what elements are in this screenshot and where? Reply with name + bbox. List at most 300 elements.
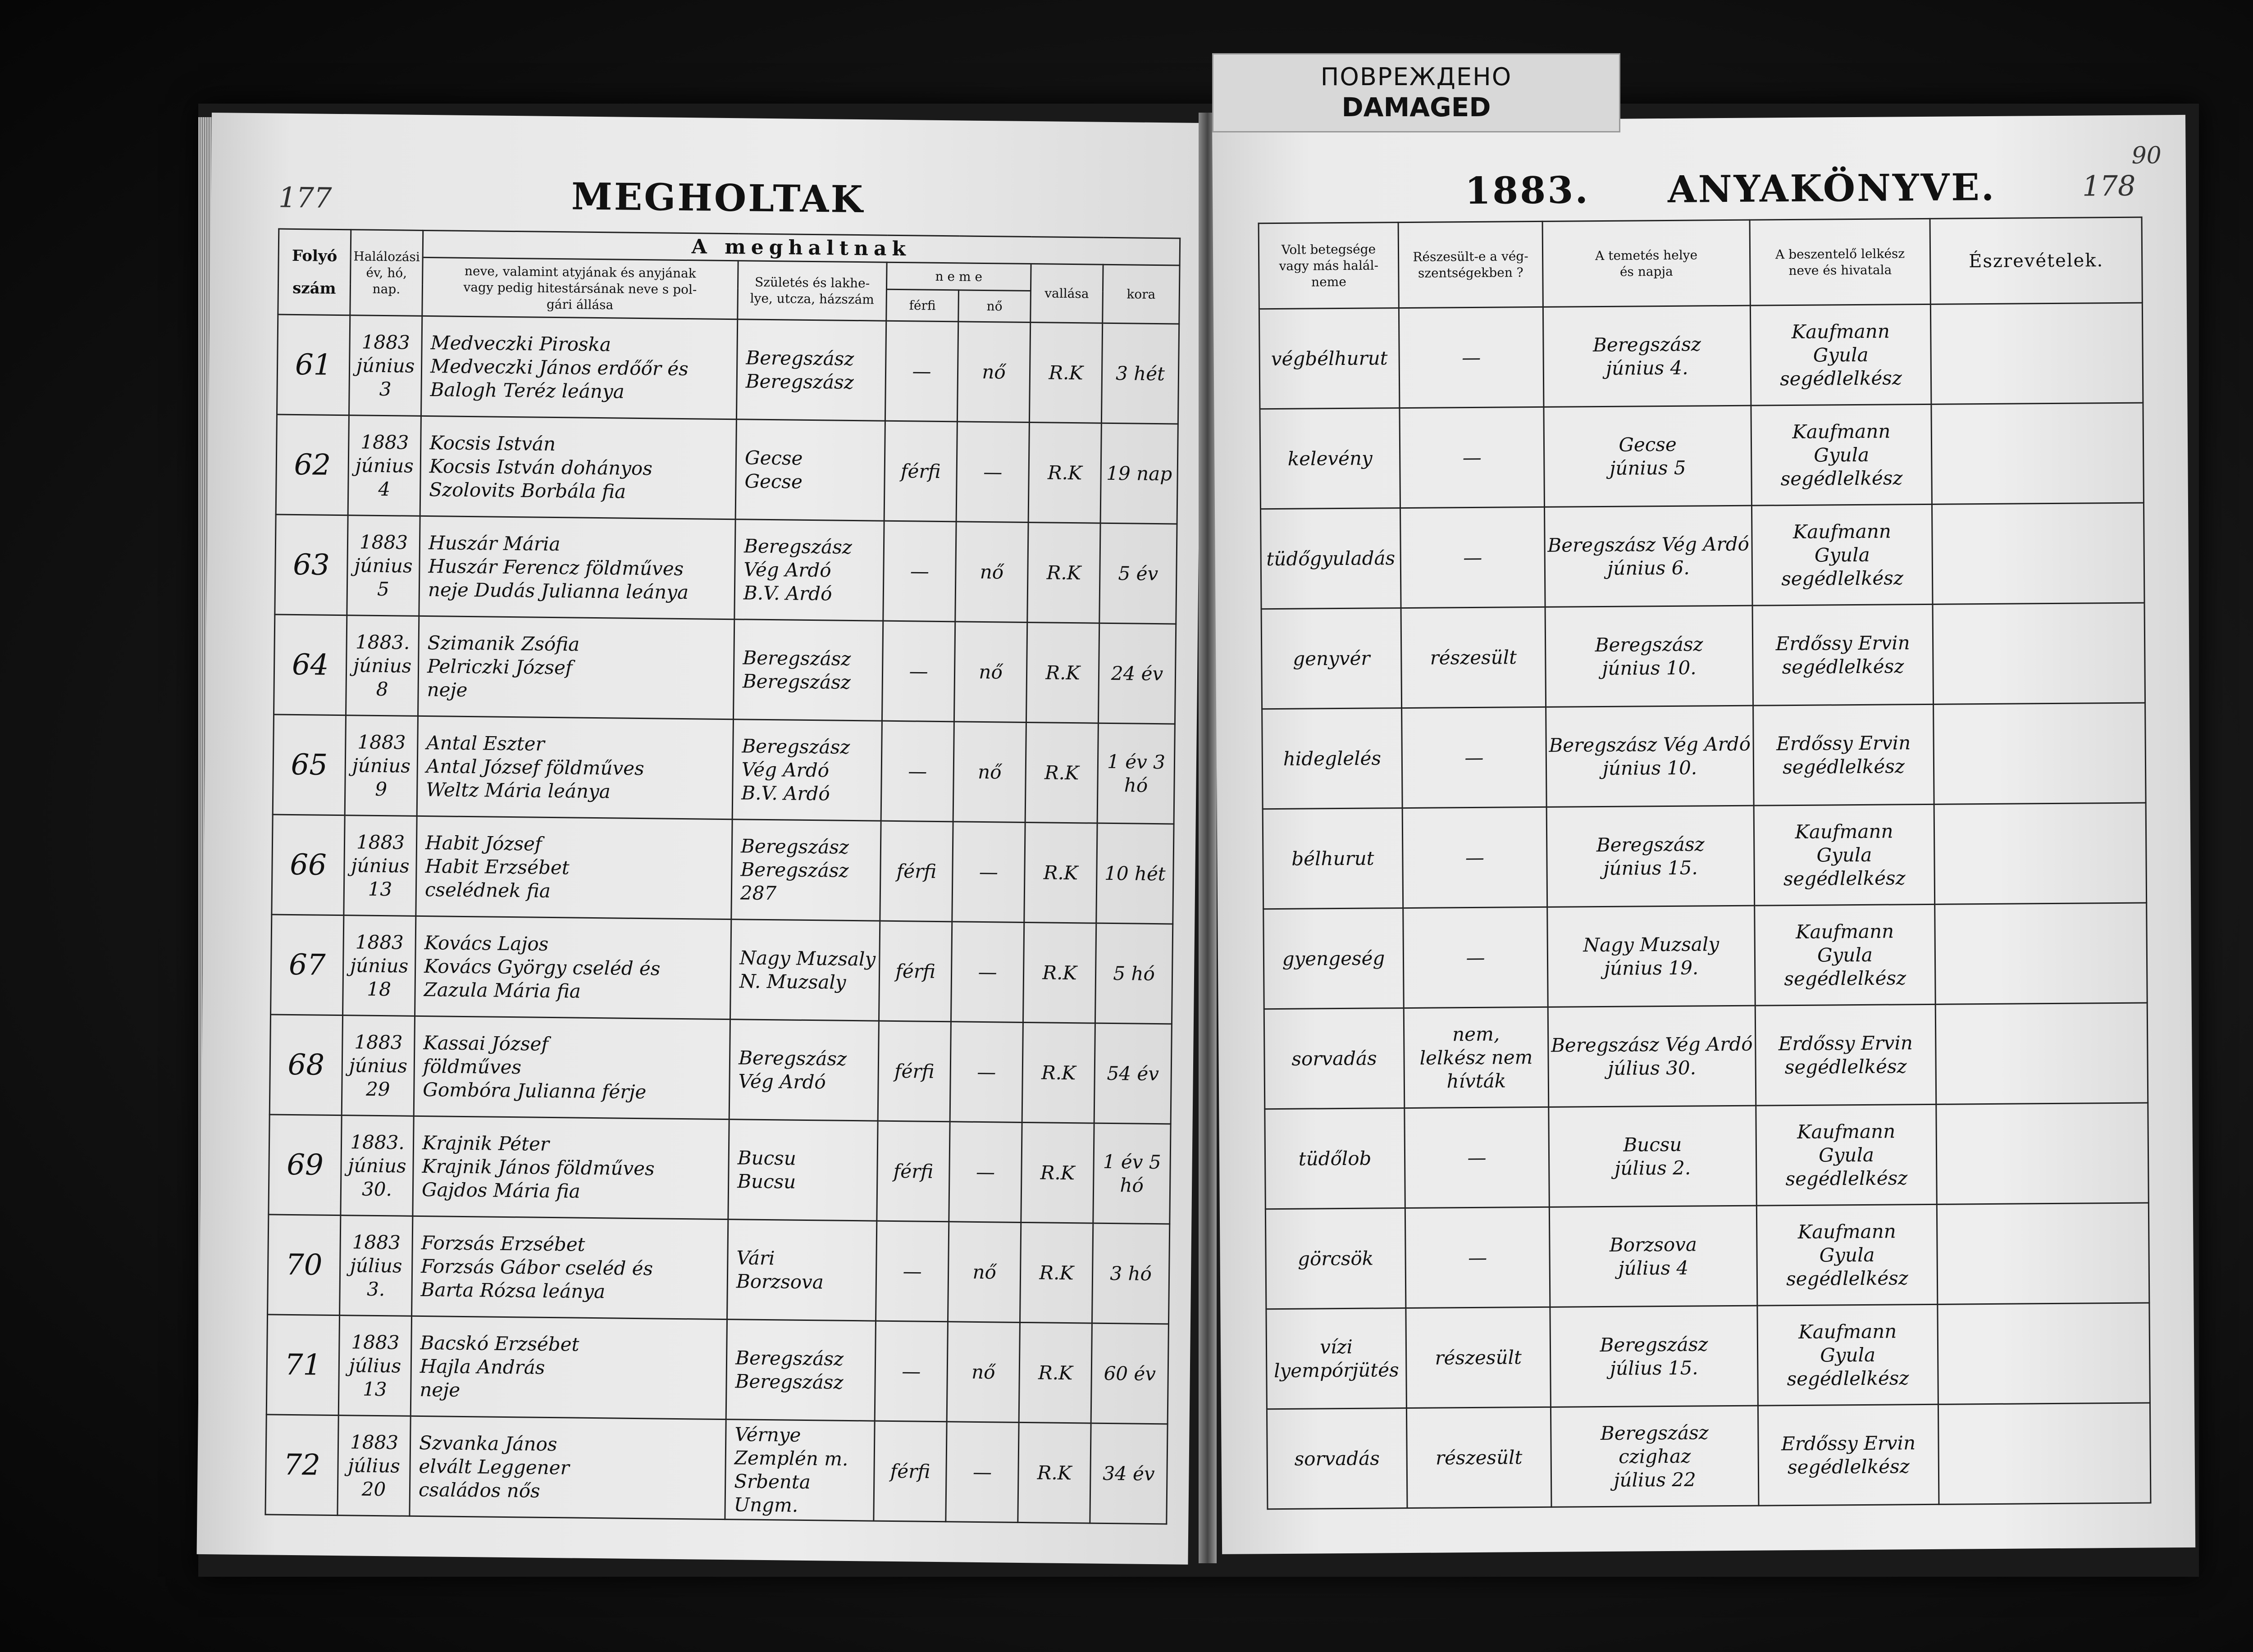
- burial-place-date-line: Beregszász Vég Ardó: [1547, 532, 1749, 556]
- deceased-name: [416, 816, 732, 919]
- right-page-number-alt: 90: [2131, 142, 2162, 169]
- birth-residence-line: Beregszász 287: [740, 858, 849, 904]
- birth-residence-line: Beregszász: [735, 1370, 844, 1393]
- sex-female: —: [956, 422, 1029, 523]
- header-eszrevetelek: Észrevételek.: [1930, 217, 2142, 304]
- death-date: [341, 1115, 414, 1216]
- birth-residence-line: N. Muzsaly: [739, 969, 846, 993]
- burial-place-date-line: június 4.: [1605, 356, 1688, 379]
- death-date-line: június: [353, 654, 412, 677]
- sex-male: —: [876, 1221, 949, 1322]
- remarks: [1938, 1403, 2151, 1504]
- burial-place-date-line: június 6.: [1607, 556, 1690, 579]
- burial-place-date-line: Gecse: [1619, 433, 1677, 456]
- table-row: [273, 715, 1175, 824]
- death-date: [340, 1215, 413, 1316]
- officiating-priest: [1754, 804, 1935, 906]
- header-group: A meghaltnak: [423, 230, 1180, 265]
- sex-female: —: [951, 922, 1024, 1023]
- officiating-priest-line: Kaufmann: [1792, 520, 1892, 543]
- remarks: [1938, 1303, 2150, 1404]
- entry-number: 64: [274, 614, 347, 715]
- header-vallasa: vallása: [1031, 264, 1103, 323]
- death-date: [342, 1015, 415, 1116]
- table-row: [268, 1215, 1170, 1324]
- deceased-name: [410, 1316, 727, 1419]
- birth-residence: [729, 1019, 879, 1121]
- death-date-line: 5: [377, 578, 390, 600]
- officiating-priest-line: Gyula: [1817, 943, 1873, 966]
- cause-of-death-line: hideglelés: [1283, 746, 1382, 770]
- religion: R.K: [1028, 423, 1101, 523]
- cause-of-death-line: tüdőgyuladás: [1266, 546, 1396, 570]
- death-date-line: június: [348, 1154, 406, 1177]
- sex-female: —: [949, 1122, 1022, 1223]
- age: 24 év: [1098, 623, 1176, 724]
- table-row: [274, 614, 1176, 724]
- sex-male: férfi: [879, 921, 952, 1022]
- officiating-priest-line: segédlelkész: [1779, 366, 1902, 390]
- death-date-line: 1883: [351, 1330, 400, 1354]
- cause-of-death: [1261, 608, 1402, 709]
- deceased-name-line: Forzsás Gábor cseléd és: [420, 1255, 653, 1279]
- burial-place-date-line: július 2.: [1614, 1156, 1691, 1179]
- death-date: [337, 1415, 410, 1516]
- death-date-line: 1883: [356, 830, 405, 854]
- death-date-line: június: [350, 954, 409, 977]
- burial-place-date-line: július 30.: [1608, 1056, 1697, 1079]
- deceased-name-line: neje Dudás Julianna leánya: [428, 578, 689, 603]
- death-date-line: 1883: [355, 930, 404, 954]
- header-szuletes: Születés és lakhe- lye, utcza, házszám: [738, 261, 887, 321]
- remarks: [1936, 1103, 2149, 1204]
- header-folyo: Folyó szám: [278, 229, 351, 315]
- sex-female: nő: [953, 722, 1026, 823]
- officiating-priest-line: segédlelkész: [1787, 1455, 1910, 1478]
- officiating-priest-line: Kaufmann: [1795, 919, 1894, 943]
- burial-place-date-line: június 10.: [1602, 656, 1697, 679]
- deceased-name-line: családos nős: [418, 1478, 540, 1502]
- entry-number: 69: [269, 1115, 342, 1215]
- deceased-name-line: Gajdos Mária fia: [421, 1178, 580, 1202]
- entry-number: 66: [272, 815, 345, 915]
- death-date-line: 9: [375, 778, 388, 800]
- death-date: [347, 515, 420, 616]
- officiating-priest: [1755, 1004, 1936, 1106]
- last-rites: [1403, 907, 1548, 1008]
- last-rites: [1404, 1007, 1549, 1108]
- deceased-name-line: Pelriczki József: [427, 655, 573, 678]
- birth-residence-line: Beregszász: [735, 1346, 844, 1370]
- death-date-line: 1883: [354, 1030, 403, 1054]
- last-rites: [1405, 1207, 1550, 1308]
- officiating-priest: [1752, 604, 1934, 705]
- cause-of-death-line: sorvadás: [1291, 1047, 1377, 1070]
- officiating-priest-line: segédlelkész: [1781, 566, 1904, 590]
- deceased-name-line: Bacskó Erzsébet: [420, 1331, 579, 1356]
- deceased-name-line: Krajnik Péter: [422, 1131, 550, 1155]
- birth-residence-line: B.V. Ardó: [743, 581, 832, 605]
- officiating-priest-line: Erdőssy Ervin: [1778, 1031, 1913, 1055]
- birth-residence: [734, 519, 884, 621]
- officiating-priest-line: segédlelkész: [1782, 755, 1905, 778]
- sex-female: —: [950, 1022, 1023, 1123]
- sex-male: —: [875, 1321, 948, 1422]
- burial-place-date: [1548, 1006, 1756, 1107]
- age: 3 hét: [1101, 323, 1179, 424]
- burial-place-date: [1546, 806, 1755, 907]
- cause-of-death-line: végbélhurut: [1271, 346, 1388, 370]
- birth-residence-line: Beregszász Vég Ardó: [741, 734, 850, 781]
- table-row: [1261, 603, 2145, 709]
- table-row: [1262, 703, 2146, 809]
- header-no: nő: [958, 290, 1031, 323]
- death-date-line: 1883.: [355, 630, 410, 654]
- age: 1 év 3 hó: [1097, 723, 1175, 824]
- deceased-name-line: Kocsis István dohányos: [429, 455, 653, 479]
- religion: R.K: [1018, 1422, 1091, 1523]
- table-row: [1260, 403, 2144, 509]
- last-rites-line: —: [1462, 446, 1482, 469]
- entry-number: 65: [273, 715, 346, 815]
- deceased-name-line: cselédnek fia: [424, 878, 551, 902]
- burial-place-date: [1550, 1306, 1758, 1407]
- remarks: [1934, 703, 2146, 804]
- burial-place-date-line: június 19.: [1604, 956, 1699, 979]
- burial-place-date: [1549, 1106, 1757, 1207]
- religion: R.K: [1021, 1122, 1094, 1223]
- sex-female: —: [946, 1422, 1019, 1523]
- deceased-name-line: Kassai József: [423, 1031, 549, 1055]
- age: 3 hó: [1092, 1223, 1169, 1324]
- officiating-priest-line: Kaufmann: [1797, 1220, 1896, 1243]
- sex-male: férfi: [878, 1021, 951, 1122]
- burial-place-date-line: Beregszász: [1600, 1421, 1709, 1444]
- sex-female: nő: [954, 622, 1027, 723]
- deceased-name-line: elvált Leggener: [419, 1455, 570, 1479]
- birth-residence-line: Beregszász: [745, 369, 854, 393]
- death-date-line: július: [350, 1254, 402, 1277]
- cause-of-death-line: kelevény: [1287, 447, 1373, 470]
- last-rites-line: részesült: [1430, 646, 1517, 669]
- officiating-priest-line: Erdőssy Ervin: [1781, 1431, 1916, 1455]
- officiating-priest-line: Gyula: [1819, 1243, 1875, 1266]
- last-rites: [1399, 307, 1544, 408]
- deceased-name: [412, 1216, 728, 1319]
- officiating-priest-line: segédlelkész: [1786, 1266, 1908, 1290]
- last-rites-line: lelkész nem: [1419, 1046, 1533, 1069]
- age: 54 év: [1094, 1023, 1172, 1124]
- officiating-priest-line: Gyula: [1818, 1143, 1874, 1166]
- cause-of-death-line: vízi lyempórjütés: [1273, 1335, 1399, 1382]
- deceased-name: [413, 1116, 729, 1219]
- deceased-name-line: neje: [420, 1378, 461, 1401]
- officiating-priest: [1753, 704, 1934, 806]
- burial-place-date-line: június 10.: [1602, 756, 1697, 779]
- deceased-name-line: Medveczki Piroska: [430, 331, 611, 355]
- deceased-name-line: Szimanik Zsófia: [427, 631, 580, 655]
- officiating-priest-line: segédlelkész: [1782, 655, 1904, 678]
- deceased-name-line: Hajla András: [420, 1355, 545, 1379]
- remarks: [1937, 1203, 2149, 1304]
- officiating-priest-line: Kaufmann: [1792, 420, 1891, 443]
- table-row: [276, 414, 1178, 524]
- officiating-priest-line: Kaufmann: [1798, 1320, 1897, 1343]
- death-date-line: 4: [378, 478, 391, 500]
- age: 34 év: [1090, 1423, 1168, 1524]
- burial-place-date-line: czighaz: [1618, 1445, 1691, 1468]
- entry-number: 71: [266, 1315, 339, 1415]
- table-row: [1264, 1003, 2148, 1109]
- cause-of-death-line: genyvér: [1293, 647, 1370, 670]
- deceased-name: [420, 416, 736, 519]
- burial-place-date-line: Nagy Muzsaly: [1583, 933, 1719, 956]
- birth-residence-line: Zemplén m.: [734, 1446, 848, 1470]
- sex-female: nő: [948, 1222, 1021, 1323]
- officiating-priest-line: segédlelkész: [1780, 466, 1903, 490]
- birth-residence: [736, 319, 886, 421]
- burial-place-date-line: június 5: [1610, 456, 1686, 479]
- last-rites: [1400, 507, 1545, 608]
- last-rites-line: —: [1466, 946, 1485, 969]
- death-date-line: 13: [368, 878, 392, 900]
- age: 10 hét: [1096, 823, 1174, 924]
- religion: R.K: [1025, 723, 1098, 824]
- deceased-name: [421, 316, 737, 419]
- deceased-name: [417, 716, 733, 819]
- damaged-stamp: [1212, 53, 1620, 132]
- sex-male: —: [881, 721, 954, 822]
- officiating-priest-line: Kaufmann: [1797, 1120, 1896, 1143]
- death-date-line: július: [349, 1354, 401, 1377]
- right-page-title: ANYAKÖNYVE.: [1667, 165, 1996, 211]
- header-nev: neve, valamint atyjának és anyjának vagy pedig hitestársának neve s pol- gári állása: [422, 257, 738, 319]
- burial-place-date: [1547, 906, 1756, 1007]
- birth-residence: [727, 1220, 877, 1321]
- burial-place-date: [1545, 605, 1753, 707]
- deceased-name-line: Kovács Lajos: [424, 931, 549, 955]
- cause-of-death-line: görcsök: [1297, 1247, 1374, 1270]
- deceased-name: [418, 616, 734, 719]
- age: 5 év: [1099, 523, 1177, 624]
- header-neme: n e m e: [886, 262, 1031, 291]
- cause-of-death: [1265, 1108, 1405, 1209]
- stamp-line-1: ПОВРЕЖДЕНО: [1320, 63, 1512, 91]
- entry-number: 62: [276, 414, 349, 515]
- age: 1 év 5 hó: [1093, 1123, 1171, 1224]
- sex-female: —: [952, 822, 1025, 923]
- table-row: [269, 1015, 1172, 1124]
- table-row: [266, 1315, 1168, 1424]
- cause-of-death: [1265, 1208, 1406, 1309]
- last-rites: [1406, 1307, 1551, 1408]
- death-date-line: 8: [376, 678, 388, 700]
- last-rites-line: —: [1465, 846, 1485, 869]
- remarks: [1931, 403, 2144, 504]
- religion: R.K: [1026, 623, 1099, 724]
- burial-place-date-line: Beregszász: [1600, 1333, 1708, 1356]
- deceased-name-line: Huszár Mária: [428, 531, 561, 555]
- officiating-priest-line: Gyula: [1820, 1343, 1876, 1366]
- death-date-line: június: [349, 1054, 408, 1077]
- birth-residence-line: Beregszász: [743, 646, 851, 670]
- death-date-line: 1883: [350, 1430, 399, 1453]
- cause-of-death: [1266, 1308, 1407, 1409]
- deceased-name: [419, 516, 735, 619]
- death-date-line: 29: [365, 1078, 390, 1100]
- table-row: [1263, 803, 2147, 909]
- last-rites: [1400, 407, 1545, 508]
- cause-of-death: [1262, 708, 1403, 809]
- deceased-name-line: Medveczki János erdőőr és: [430, 355, 689, 380]
- death-date: [346, 615, 419, 716]
- table-row: [1265, 1103, 2149, 1209]
- last-rites: [1401, 607, 1546, 708]
- sex-male: férfi: [874, 1421, 947, 1522]
- birth-residence: [735, 419, 885, 521]
- officiating-priest: [1750, 304, 1931, 405]
- remarks: [1930, 303, 2143, 404]
- cause-of-death: [1261, 508, 1401, 609]
- birth-residence-line: Bucsu: [737, 1146, 797, 1170]
- birth-residence-line: Vári: [736, 1246, 775, 1269]
- entry-number: 70: [268, 1215, 341, 1315]
- cause-of-death-line: bélhurut: [1291, 847, 1374, 870]
- birth-residence-line: Borzsova: [736, 1270, 824, 1293]
- last-rites-line: részesült: [1435, 1446, 1523, 1469]
- birth-residence-line: Beregszász: [742, 669, 851, 693]
- cause-of-death-line: tüdőlob: [1298, 1147, 1372, 1170]
- deceased-name-line: Barta Rózsa leánya: [420, 1278, 606, 1302]
- birth-residence: [730, 919, 880, 1021]
- entry-number: 67: [271, 915, 344, 1015]
- remarks: [1935, 1003, 2148, 1104]
- cause-of-death: [1264, 1008, 1405, 1109]
- left-register-body: [265, 314, 1179, 1524]
- death-date-line: 1883.: [350, 1130, 405, 1154]
- officiating-priest-line: segédlelkész: [1787, 1366, 1909, 1390]
- officiating-priest-line: Kaufmann: [1791, 320, 1890, 343]
- burial-place-date-line: Beregszász Vég Ardó: [1551, 1033, 1753, 1056]
- religion: R.K: [1029, 323, 1102, 423]
- death-date-line: június: [356, 354, 415, 377]
- age: 5 hó: [1095, 923, 1172, 1024]
- death-date: [344, 815, 417, 916]
- religion: R.K: [1022, 1022, 1095, 1123]
- remarks: [1934, 803, 2147, 904]
- cause-of-death: [1260, 408, 1400, 509]
- death-date: [345, 715, 418, 816]
- birth-residence: [726, 1320, 876, 1421]
- officiating-priest-line: Erdőssy Ervin: [1775, 631, 1910, 655]
- burial-place-date: [1551, 1406, 1759, 1507]
- death-date-line: június: [351, 854, 410, 877]
- officiating-priest: [1751, 404, 1932, 505]
- birth-residence-line: Beregszász: [740, 834, 849, 858]
- last-rites: [1406, 1407, 1551, 1508]
- sex-female: nő: [955, 522, 1028, 623]
- birth-residence-line: Srbenta Ungm.: [734, 1470, 811, 1516]
- right-page-number: 178: [2082, 169, 2136, 203]
- officiating-priest-line: Erdőssy Ervin: [1776, 731, 1911, 755]
- last-rites-line: —: [1463, 546, 1482, 569]
- deceased-name: [414, 1016, 730, 1119]
- burial-place-date: [1543, 305, 1751, 407]
- last-rites-line: —: [1467, 1146, 1487, 1169]
- sex-male: férfi: [880, 821, 953, 922]
- deceased-name-line: Antal József földműves: [426, 755, 644, 779]
- death-date-line: 30.: [361, 1178, 392, 1200]
- death-date-line: 3: [379, 378, 392, 400]
- birth-residence-line: Beregszász Vég Ardó: [743, 534, 853, 581]
- officiating-priest-line: segédlelkész: [1784, 966, 1906, 990]
- sex-female: nő: [957, 322, 1030, 423]
- officiating-priest-line: segédlelkész: [1785, 1166, 1908, 1190]
- deceased-name-line: Gombóra Julianna férje: [423, 1078, 647, 1103]
- death-date: [338, 1315, 411, 1416]
- deceased-name-line: Habit József: [425, 831, 542, 855]
- table-row: [1267, 1403, 2151, 1509]
- death-date-line: június: [354, 554, 413, 577]
- officiating-priest: [1756, 1104, 1937, 1206]
- table-row: [1265, 1203, 2149, 1309]
- burial-place-date-line: Borzsova: [1609, 1233, 1697, 1256]
- sex-male: —: [882, 621, 955, 722]
- officiating-priest-line: Gyula: [1814, 543, 1870, 566]
- remarks: [1933, 603, 2145, 704]
- sex-female: nő: [947, 1322, 1020, 1423]
- officiating-priest: [1755, 904, 1936, 1006]
- header-temetes: A temetés helye és napja: [1542, 220, 1750, 307]
- burial-place-date-line: Beregszász: [1595, 633, 1703, 656]
- header-betegseg: Volt betegsége vagy más halál- neme: [1259, 223, 1399, 309]
- header-kora: kora: [1103, 264, 1180, 324]
- last-rites-line: —: [1464, 746, 1484, 769]
- religion: R.K: [1024, 822, 1097, 923]
- death-date-line: 1883: [361, 331, 410, 354]
- header-reszesult: Részesült-e a vég- szentségekben ?: [1398, 221, 1543, 308]
- entry-number: 68: [269, 1015, 342, 1115]
- burial-place-date-line: Bucsu: [1623, 1133, 1682, 1156]
- age: 19 nap: [1100, 423, 1178, 524]
- table-row: [275, 514, 1177, 624]
- death-date: [348, 415, 421, 516]
- entry-number: 72: [265, 1415, 338, 1515]
- officiating-priest: [1751, 504, 1933, 605]
- burial-place-date-line: július 15.: [1610, 1356, 1698, 1379]
- deceased-name-line: Habit Erzsébet: [425, 855, 570, 878]
- birth-residence: [731, 819, 881, 921]
- birth-residence: [728, 1120, 878, 1221]
- cause-of-death: [1259, 308, 1400, 409]
- cause-of-death-line: gyengeség: [1282, 947, 1385, 970]
- table-row: [1263, 903, 2148, 1009]
- entry-number: 63: [275, 514, 348, 615]
- death-date: [343, 915, 416, 1016]
- officiating-priest: [1756, 1204, 1938, 1306]
- last-rites-line: hívták: [1446, 1069, 1506, 1092]
- header-ferfi: férfi: [886, 289, 959, 322]
- birth-residence-line: Gecse: [744, 446, 803, 469]
- death-date-line: 1883: [357, 730, 406, 754]
- birth-residence-line: Beregszász: [746, 346, 854, 370]
- deceased-name-line: Antal Eszter: [426, 731, 545, 755]
- deceased-name-line: Huszár Ferencz földműves: [428, 555, 684, 580]
- officiating-priest: [1757, 1304, 1938, 1406]
- age: 60 év: [1091, 1323, 1168, 1424]
- birth-residence-line: Vérnye: [734, 1423, 801, 1446]
- deceased-name-line: neje: [427, 678, 468, 701]
